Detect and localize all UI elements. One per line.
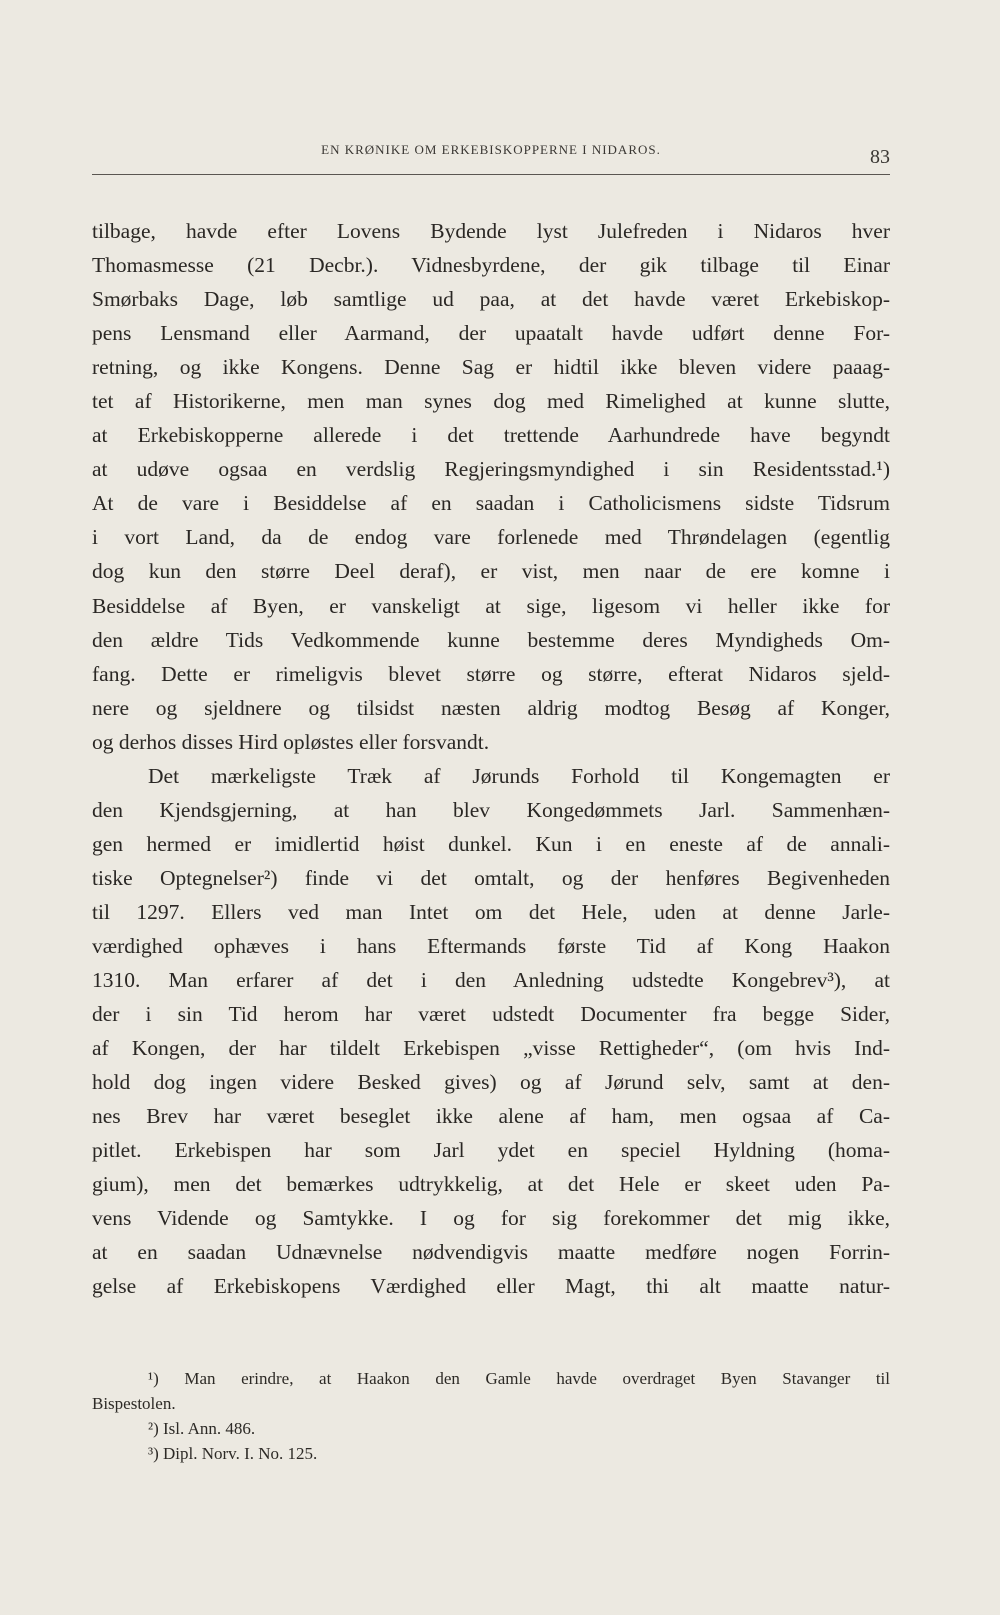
text-line: gen hermed er imidlertid høist dunkel. Kun i en eneste af de annali- [92,831,890,856]
text-line: pitlet. Erkebispen har som Jarl ydet en speciel Hyldning (homa- [92,1138,890,1163]
text-line: Det mærkeligste Træk af Jørunds Forhold til Kongemagten er [148,763,890,788]
text-line: i vort Land, da de endog vare forlenede med Thrøndelagen (egentlig [92,525,890,550]
text-line: gium), men det bemærkes udtrykkelig, at det Hele er skeet uden Pa- [92,1172,890,1197]
text-line: vens Vidende og Samtykke. I og for sig forekommer det mig ikke, [92,1206,890,1231]
text-line: hold dog ingen videre Besked gives) og af Jørund selv, samt at den- [92,1070,890,1095]
text-line: tilbage, havde efter Lovens Bydende lyst Julefreden i Nidaros hver [92,219,890,243]
text-line: at en saadan Udnævnelse nødvendigvis maatte medføre nogen Forrin- [92,1240,890,1265]
text-line: der i sin Tid herom har været udstedt Documenter fra begge Sider, [92,1002,890,1027]
text-line: pens Lensmand eller Aarmand, der upaatalt havde udført denne For- [92,321,890,346]
text-line: tiske Optegnelser²) finde vi det omtalt, og der henføres Begivenheden [92,865,890,890]
text-line: dog kun den større Deel deraf), er vist, men naar de ere komne i [92,559,890,584]
text-line: nes Brev har været beseglet ikke alene af ham, men ogsaa af Ca- [92,1104,890,1129]
page-number: 83 [870,146,890,168]
running-head-title: EN KRØNIKE OM ERKEBISKOPPERNE I NIDAROS. [321,142,661,157]
text-line: at udøve ogsaa en verdslig Regjeringsmyndighed i sin Residentsstad.¹) [92,457,890,482]
text-line: af Kongen, der har tildelt Erkebispen „visse Rettigheder“, (om hvis Ind- [92,1036,890,1061]
text-line: at Erkebiskopperne allerede i det trettende Aarhundrede have begyndt [92,423,890,448]
text-line: Smørbaks Dage, løb samtlige ud paa, at det havde været Erkebiskop- [92,287,890,312]
text-line: Besiddelse af Byen, er vanskeligt at sige, ligesom vi heller ikke for [92,593,890,618]
running-head [92,140,890,175]
footnote-1-continuation: Bispestolen. [92,1394,176,1413]
text-line: fang. Dette er rimeligvis blevet større og større, efterat Nidaros sjeld- [92,661,890,686]
text-line: Thomasmesse (21 Decbr.). Vidnesbyrdene, der gik tilbage til Einar [92,253,890,278]
text-line: nere og sjeldnere og tilsidst næsten aldrig modtog Besøg af Konger, [92,695,890,720]
text-line: 1310. Man erfarer af det i den Anledning udstedte Kongebrev³), at [92,968,890,993]
footnote-2: ²) Isl. Ann. 486. [148,1419,256,1438]
text-line: retning, og ikke Kongens. Denne Sag er hidtil ikke bleven videre paaag- [92,355,890,380]
text-line: gelse af Erkebiskopens Værdighed eller Magt, thi alt maatte natur- [92,1274,890,1299]
text-line: til 1297. Ellers ved man Intet om det Hele, uden at denne Jarle- [92,899,890,924]
body-text [92,214,890,1304]
text-line: tet af Historikerne, men man synes dog med Rimelighed at kunne slutte, [92,389,890,414]
text-line: den Kjendsgjerning, at han blev Kongedømmets Jarl. Sammenhæn- [92,797,890,822]
footnote-1: ¹) Man erindre, at Haakon den Gamle havde overdraget Byen Stavanger til [148,1369,890,1388]
footnotes [92,1366,890,1466]
text-line: den ældre Tids Vedkommende kunne bestemme deres Myndigheds Om- [92,627,890,652]
footnote-3: ³) Dipl. Norv. I. No. 125. [148,1444,318,1463]
text-line: værdighed ophæves i hans Eftermands første Tid af Kong Haakon [92,933,890,958]
text-line: At de vare i Besiddelse af en saadan i Catholicismens sidste Tidsrum [92,491,890,516]
text-line: og derhos disses Hird opløstes eller forsvandt. [92,729,490,754]
